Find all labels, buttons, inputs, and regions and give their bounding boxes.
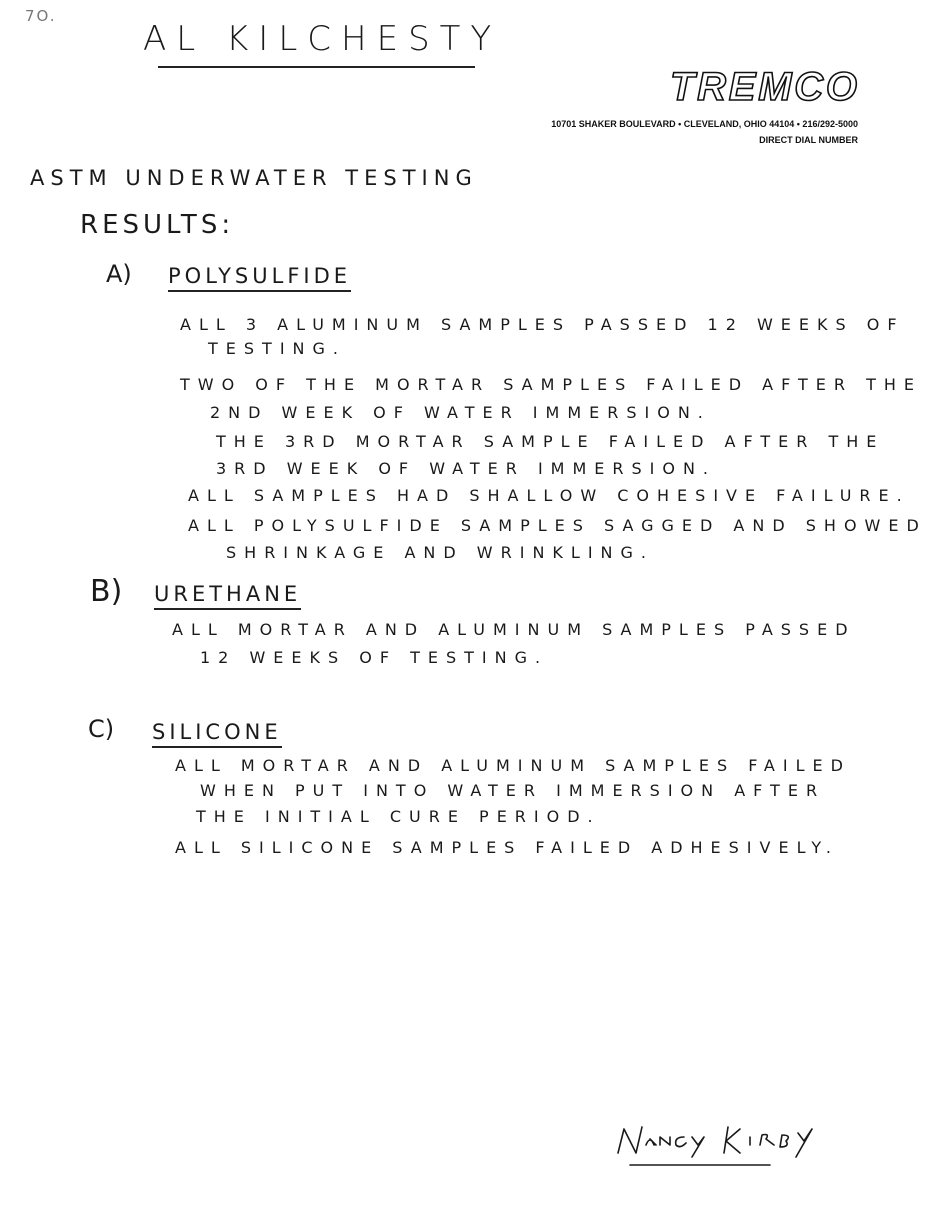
recipient-underline (158, 66, 475, 68)
note-line: ALL SAMPLES HAD SHALLOW COHESIVE FAILURE. (188, 486, 910, 505)
note-line: ALL MORTAR AND ALUMINUM SAMPLES PASSED (172, 620, 856, 639)
note-line: WHEN PUT INTO WATER IMMERSION AFTER (200, 781, 826, 800)
note-line: TWO OF THE MORTAR SAMPLES FAILED AFTER THE (180, 375, 922, 394)
recipient-name: AL KILCHESTY (143, 19, 502, 59)
letterhead-address: 10701 SHAKER BOULEVARD • CLEVELAND, OHIO 44104 • 216/292-5000 (551, 119, 858, 129)
corner-mark: 7O. (25, 7, 57, 25)
direct-dial-label: DIRECT DIAL NUMBER (759, 135, 858, 145)
section-c-title: SILICONE (152, 722, 282, 748)
section-a-title: POLYSULFIDE (168, 266, 351, 292)
note-line: THE 3RD MORTAR SAMPLE FAILED AFTER THE (216, 432, 885, 451)
note-line: ALL 3 ALUMINUM SAMPLES PASSED 12 WEEKS OF (180, 315, 905, 334)
memo-subject: ASTM UNDERWATER TESTING (30, 166, 478, 190)
signature (600, 1115, 830, 1175)
note-line: SHRINKAGE AND WRINKLING. (226, 543, 654, 562)
note-line: 3RD WEEK OF WATER IMMERSION. (216, 459, 717, 478)
note-line: 12 WEEKS OF TESTING. (200, 648, 549, 667)
note-line: ALL POLYSULFIDE SAMPLES SAGGED AND SHOWED (188, 516, 927, 535)
tremco-logo (666, 62, 860, 106)
section-b-title: URETHANE (154, 584, 301, 610)
note-line: ALL MORTAR AND ALUMINUM SAMPLES FAILED (175, 756, 851, 775)
section-b-letter: B) (90, 574, 123, 609)
section-a-letter: A) (106, 260, 132, 288)
note-line: 2ND WEEK OF WATER IMMERSION. (210, 403, 711, 422)
note-line: ALL SILICONE SAMPLES FAILED ADHESIVELY. (175, 838, 839, 857)
note-line: THE INITIAL CURE PERIOD. (196, 807, 601, 826)
note-line: TESTING. (208, 339, 346, 358)
tremco-logo-text: TREMCO (670, 65, 856, 106)
section-c-letter: C) (88, 715, 115, 743)
results-heading: RESULTS: (80, 210, 235, 240)
